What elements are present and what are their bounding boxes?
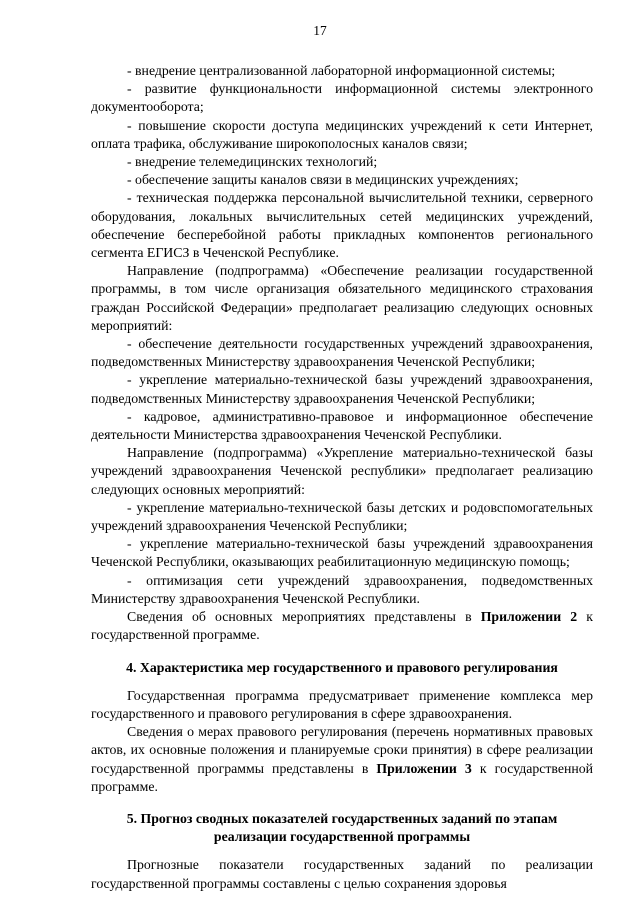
section-5-heading-line-1: 5. Прогноз сводных показателей государственных заданий по этапам	[126, 810, 558, 826]
list-item: - укрепление материально-технической базы учреждений здравоохранения, подведомственных Министерству здравоохранения Чеченской Республики;	[91, 372, 593, 406]
list-item: - повышение скорости доступа медицинских учреждений к сети Интернет, оплата трафика, обслуживание широкополосных каналов связи;	[91, 117, 593, 151]
appendix-3-label: Приложении 3	[376, 760, 472, 776]
list-item: - кадровое, административно-правовое и информационное обеспечение деятельности Министерства здравоохранения Чеченской Республики.	[91, 408, 593, 443]
appendix-3-reference	[91, 723, 593, 796]
text-run: Сведения о мерах правового регулирования (перечень нормативных правовых актов, их основные положения и планируемые сроки принятия) в сфере реализации государственной программы представлены в	[91, 724, 593, 776]
list-item: - укрепление материально-технической базы учреждений здравоохранения Чеченской Республики, оказывающих реабилитационную медицинскую помощь;	[91, 536, 593, 570]
list-item: - внедрение телемедицинских технологий;	[127, 154, 378, 170]
text-run: Сведения об основных мероприятиях представлены в	[127, 609, 481, 625]
document-body	[91, 62, 593, 893]
appendix-2-reference	[91, 608, 593, 644]
list-item: - внедрение централизованной лабораторной информационной системы;	[127, 63, 556, 78]
list-item: - укрепление материально-технической базы детских и родовспомогательных учреждений здравоохранения Чеченской Республики;	[91, 499, 593, 534]
paragraph: Направление (подпрограмма) «Обеспечение реализации государственной программы, в том числе организация обязательного медицинского страхования граждан Российской Федерации» предполагает реализацию следующих основных мероприятий:	[91, 263, 593, 333]
list-item: - техническая поддержка персональной вычислительной техники, серверного оборудования, локальных вычислительных сетей медицинских учреждений, обеспечение бесперебойной работы прикладных компонентов регионального сегмента ЕГИСЗ в Чеченской Республике.	[91, 190, 593, 261]
list-item: - оптимизация сети учреждений здравоохранения, подведомственных Министерству здравоохранения Чеченской Республики.	[91, 572, 593, 606]
list-item: - обеспечение защиты каналов связи в медицинских учреждениях;	[127, 172, 519, 188]
paragraph: Прогнозные показатели государственных заданий по реализации государственной программы составлены с целью сохранения здоровья	[91, 857, 593, 891]
list-item: - обеспечение деятельности государственных учреждений здравоохранения, подведомственных Министерству здравоохранения Чеченской Республики;	[91, 336, 593, 370]
paragraph: Государственная программа предусматривает применение комплекса мер государственного и правового регулирования в сфере здравоохранения.	[91, 687, 593, 721]
list-item: - развитие функциональности информационной системы электронного документооборота;	[91, 81, 593, 115]
text-run: к государственной программе.	[91, 609, 593, 643]
section-5-heading-line-2: реализации государственной программы	[213, 829, 471, 845]
page-number: 17	[313, 23, 327, 38]
section-4-heading: 4. Характеристика мер государственного и правового регулирования	[126, 659, 558, 675]
text-run: к государственной программе.	[91, 760, 594, 794]
appendix-2-label: Приложении 2	[480, 609, 578, 625]
paragraph: Направление (подпрограмма) «Укрепление материально-технической базы учреждений здравоохранения Чеченской республики» предполагает реализацию следующих основных мероприятий:	[91, 445, 593, 497]
